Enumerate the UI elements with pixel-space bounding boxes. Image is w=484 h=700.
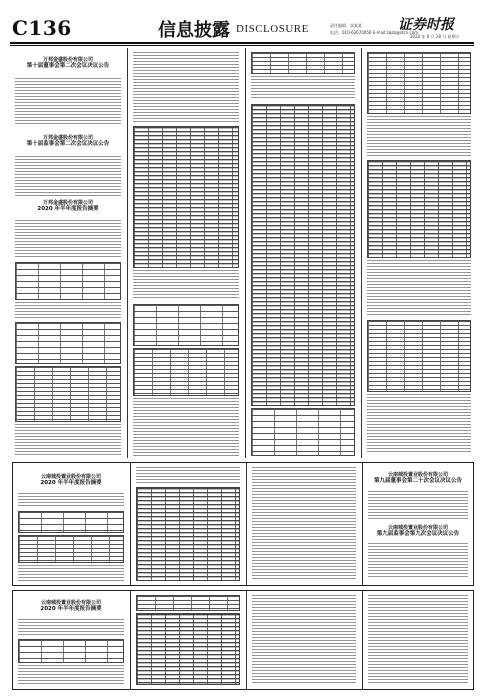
panel-column [15, 465, 127, 583]
notice-body-text [18, 619, 124, 635]
data-table [18, 511, 124, 533]
notice-company: 云南城投置业股份有限公司 [387, 525, 448, 531]
notice-title: 第十届监事会第二次会议决议公告 [26, 141, 110, 147]
notice-body-text [368, 491, 468, 521]
column-2 [130, 48, 242, 458]
notice-company: 万邦金盛股份有限公司 [42, 135, 93, 141]
notice-panel-middle [12, 462, 474, 586]
notice-body-text [368, 595, 468, 683]
notice-body-text [18, 565, 124, 581]
issue-date: 2020 年 8 月 28 日 星期五 [410, 34, 460, 39]
data-table [136, 487, 240, 581]
data-table [18, 535, 124, 563]
notice-body-text [251, 76, 355, 100]
column-4 [364, 48, 474, 458]
notice-body-text [368, 543, 468, 579]
notice-title: 2020 年半年度报告摘要 [40, 606, 102, 612]
notice-title: 2020 年半年度报告摘要 [37, 206, 99, 212]
panel-column [249, 465, 359, 583]
column-divider [127, 48, 128, 458]
editor-line: 责任编辑：周某某 [330, 23, 362, 28]
notice-body-text [15, 424, 121, 456]
column-divider [362, 463, 363, 586]
notice-body-text [18, 665, 124, 685]
panel-column [15, 593, 127, 687]
panel-column [365, 593, 471, 687]
notice-body-text [252, 467, 356, 579]
data-table [15, 322, 121, 364]
data-table [367, 160, 471, 258]
column-3 [248, 48, 358, 458]
panel-column [365, 465, 471, 583]
notice-body-text [15, 302, 121, 318]
column-divider [245, 48, 246, 458]
data-table [367, 320, 471, 392]
notice-header [12, 130, 124, 147]
data-table [136, 613, 240, 685]
column-1 [12, 48, 124, 458]
notice-company: 云南城投置业股份有限公司 [40, 600, 101, 606]
data-table [133, 304, 239, 346]
panel-column [249, 593, 359, 687]
notice-header [12, 52, 124, 69]
data-table [251, 408, 355, 456]
column-divider [361, 48, 362, 458]
notice-body-text [15, 220, 121, 258]
data-table [251, 104, 355, 406]
column-divider [246, 463, 247, 586]
masthead-rule-thin [10, 45, 474, 46]
data-table [15, 262, 121, 300]
notice-body-text [15, 78, 121, 126]
column-divider [130, 463, 131, 586]
column-divider [246, 591, 247, 690]
data-table [133, 348, 239, 396]
notice-company: 云南城投置业股份有限公司 [40, 474, 101, 480]
notice-body-text [133, 270, 239, 300]
panel-column [133, 593, 243, 687]
data-table [251, 52, 355, 74]
notice-header [365, 525, 471, 537]
section-title: 信息披露 [158, 20, 230, 41]
column-divider [130, 591, 131, 690]
notice-title: 第九届监事会第九次会议决议公告 [376, 531, 460, 537]
data-table [18, 639, 124, 663]
notice-body-text [133, 398, 239, 456]
masthead [0, 0, 484, 44]
page-code: C136 [12, 16, 72, 40]
notice-title: 2020 年半年度报告摘要 [40, 480, 102, 486]
notice-company: 万邦金盛股份有限公司 [42, 57, 93, 63]
notice-body-text [18, 493, 124, 507]
notice-title: 第十届董事会第二次会议决议公告 [26, 63, 110, 69]
notice-body-text [136, 467, 240, 483]
section-title-english: DISCLOSURE [236, 23, 309, 35]
notice-body-text [133, 52, 239, 122]
data-table [367, 52, 471, 114]
notice-header [15, 469, 127, 486]
notice-header [15, 595, 127, 612]
contact-line: 电话：010-63070056 E-mail:zqsb@stcn.com [330, 30, 419, 35]
notice-panel-bottom [12, 590, 474, 690]
notice-body-text [367, 260, 471, 316]
data-table [15, 366, 121, 422]
masthead-rule [10, 42, 474, 44]
notice-company: 云南城投置业股份有限公司 [387, 472, 448, 478]
column-divider [362, 591, 363, 690]
notice-header [12, 200, 124, 212]
data-table [136, 595, 240, 611]
data-table [133, 126, 239, 268]
panel-column [133, 465, 243, 583]
notice-header [365, 467, 471, 484]
notice-body-text [252, 595, 356, 683]
notice-body-text [367, 394, 471, 454]
notice-company: 万邦金盛股份有限公司 [42, 200, 93, 206]
notice-body-text [15, 156, 121, 196]
newspaper-logo: 证券时报 [398, 17, 454, 33]
notice-title: 第九届董事会第二十次会议决议公告 [373, 478, 462, 484]
notice-body-text [367, 116, 471, 156]
